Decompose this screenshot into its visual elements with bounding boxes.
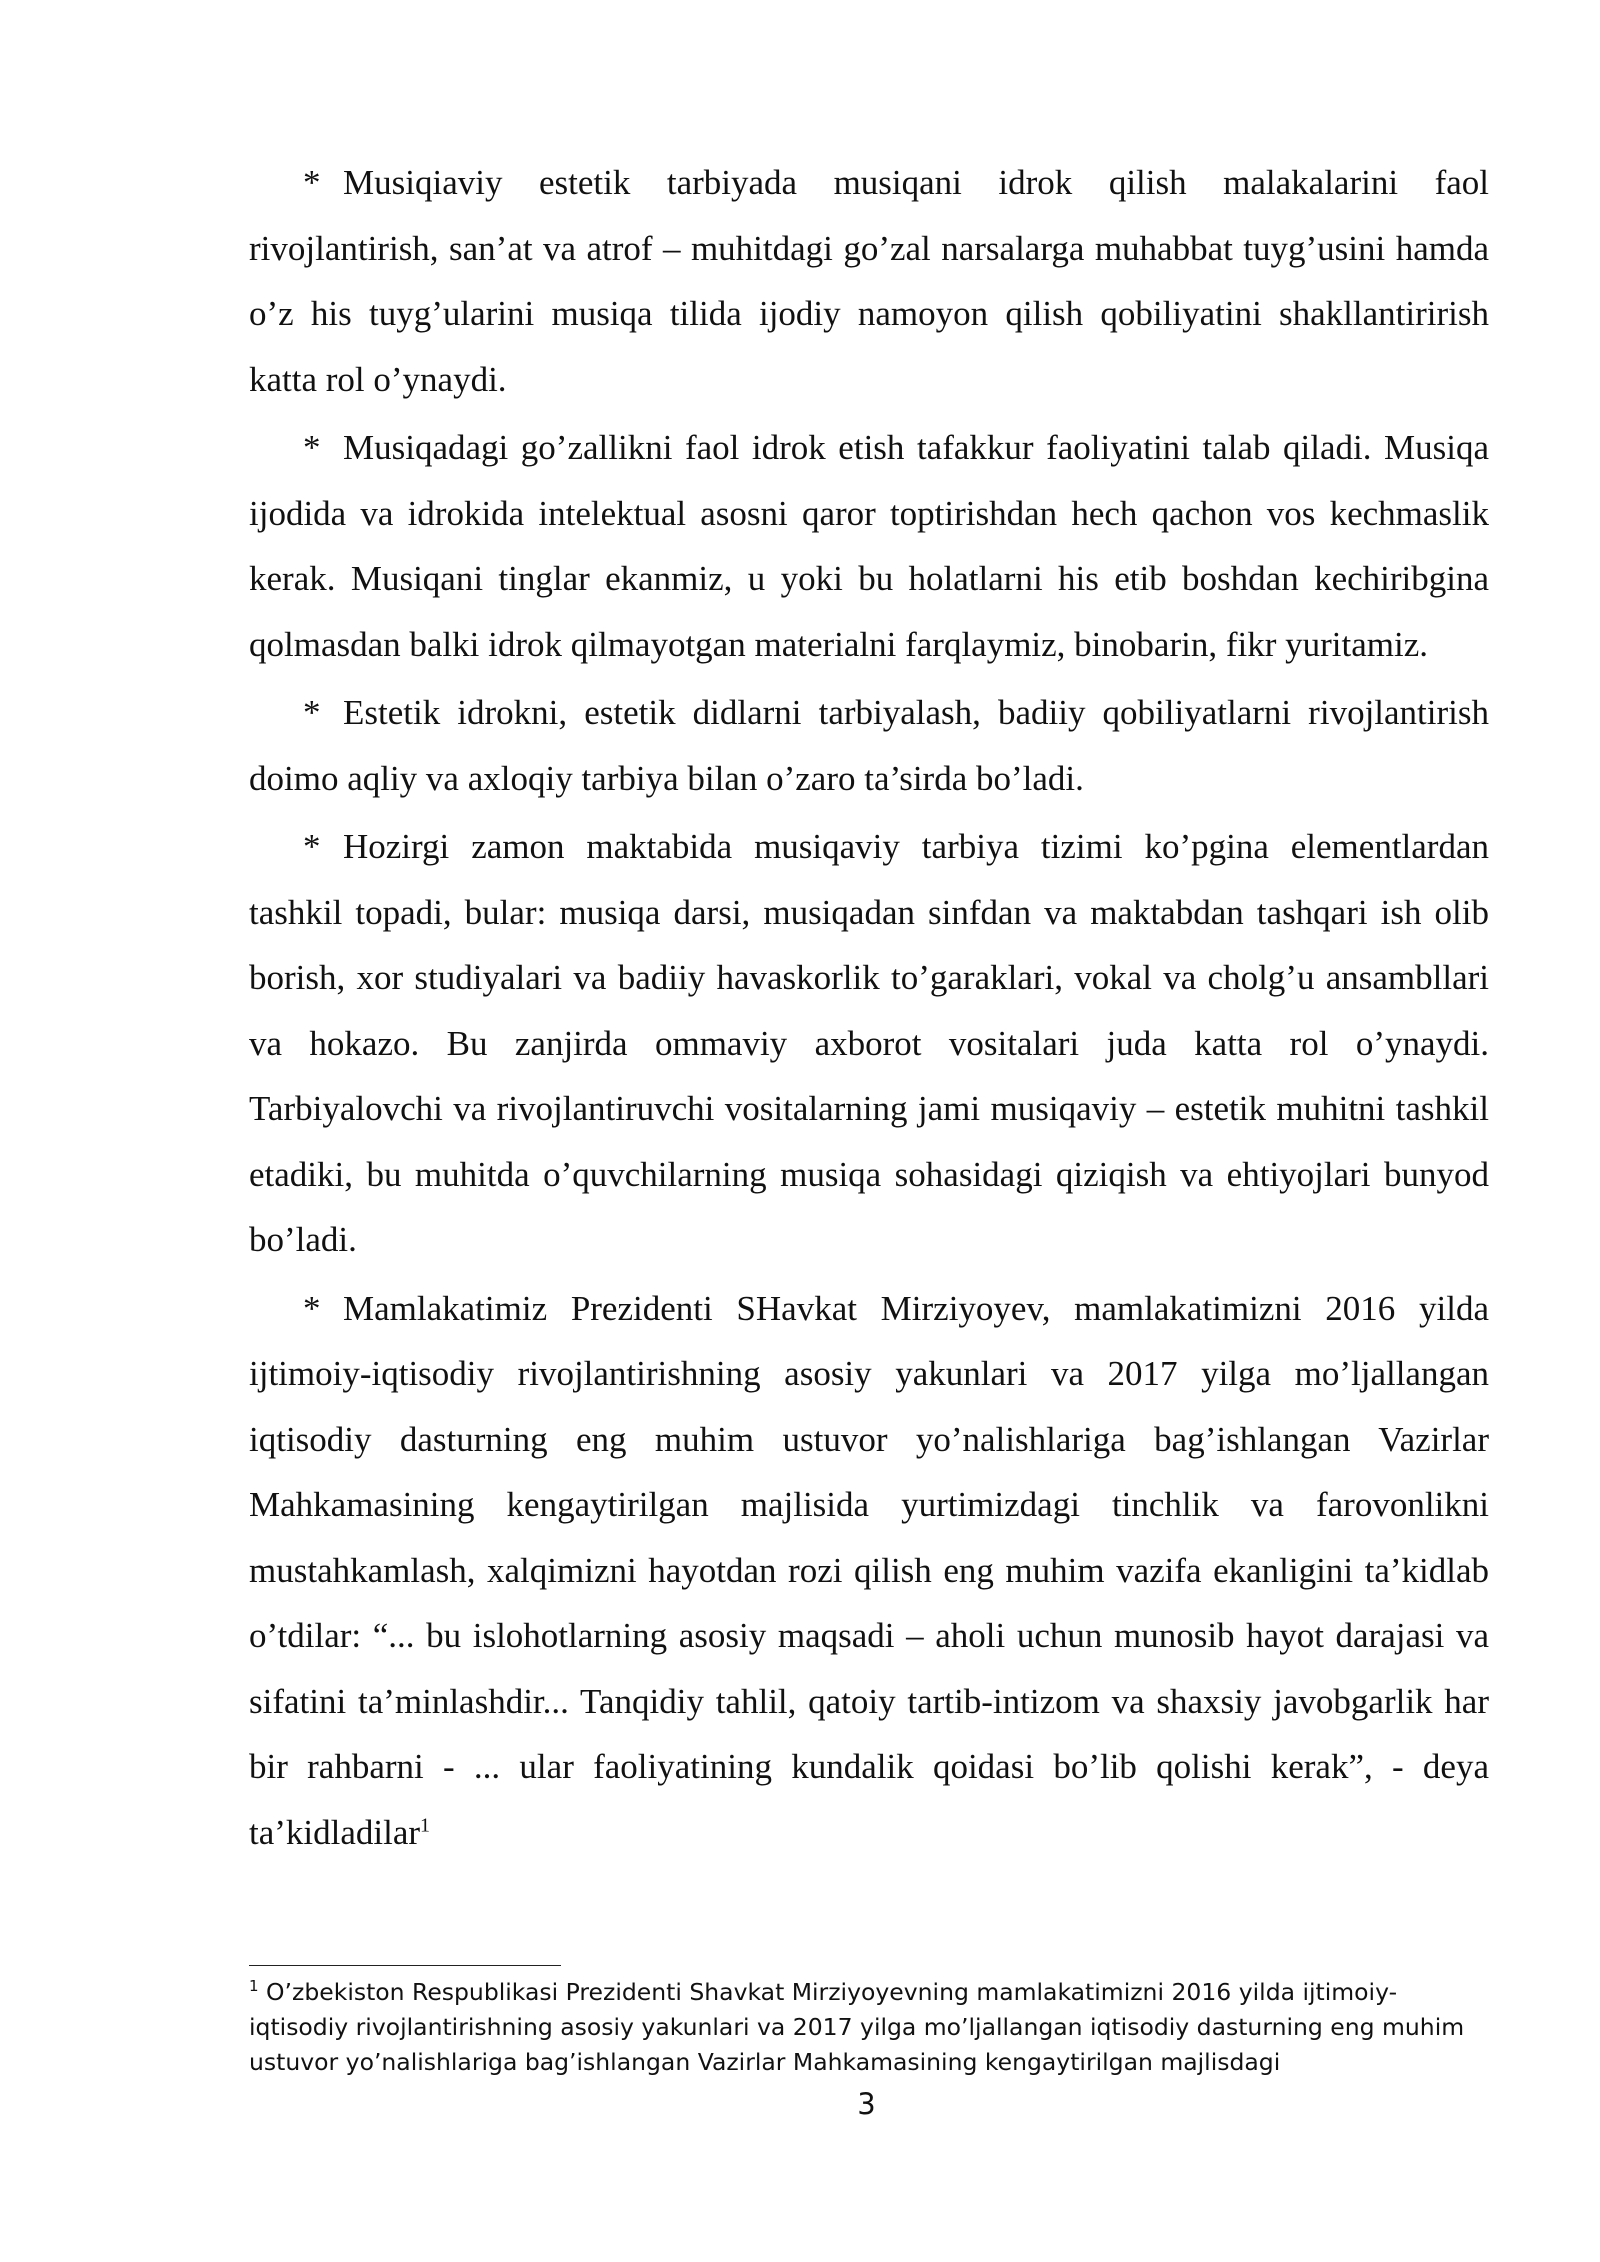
paragraph-3-text: Estetik idrokni, estetik didlarni tarbiyalash, badiiy qobiliyatlarni rivojlantirish doimo aqliy va axloqiy tarbiya bilan o’zaro ta’sirda bo’ladi. <box>249 693 1489 798</box>
paragraph-5-text: Mamlakatimiz Prezidenti SHavkat Mirziyoyev, mamlakatimizni 2016 yilda ijtimoiy-iqtisodiy rivojlantirishning asosiy yakunlari va 2017 yilga mo’ljallangan iqtisodiy dasturning eng muhim ustuvor yo’nalishlariga bag’ishlangan Vazirlar Mahkamasining kengaytirilgan majlisida yurtimizdagi tinchlik va farovonlikni mustahkamlash, xalqimizni hayotdan rozi qilish eng muhim vazifa ekanligini ta’kidlab o’tdilar: “... bu islohotlarning asosiy maqsadi – aholi uchun munosib hayot darajasi va sifatini ta’minlashdir... Tanqidiy tahlil, qatoiy tartib-intizom va shaxsiy javobgarlik har bir rahbarni - ... ular faoliyatining kundalik qoidasi bo’lib qolishi kerak”, - deya ta’kidladilar <box>249 1288 1489 1852</box>
paragraph-5 <box>249 1276 1489 1866</box>
footnote <box>249 1975 1489 2080</box>
footnote-marker: 1 <box>249 1977 259 1996</box>
paragraph-2 <box>249 415 1489 677</box>
footnote-reference[interactable]: 1 <box>420 1813 431 1836</box>
paragraph-3 <box>249 680 1489 811</box>
paragraph-1 <box>249 150 1489 412</box>
paragraph-4 <box>249 814 1489 1273</box>
paragraph-4-text: Hozirgi zamon maktabida musiqaviy tarbiya tizimi ko’pgina elementlardan tashkil topadi, bular: musiqa darsi, musiqadan sinfdan va maktabdan tashqari ish olib borish, xor studiyalari va badiiy havaskorlik to’garaklari, vokal va cholg’u ansambllari va hokazo. Bu zanjirda ommaviy axborot vositalari juda katta rol o’ynaydi. Tarbiyalovchi va rivojlantiruvchi vositalarning jami musiqaviy – estetik muhitni tashkil etadiki, bu muhitda o’quvchilarning musiqa sohasidagi qiziqish va ehtiyojlari bunyod bo’ladi. <box>249 827 1489 1259</box>
paragraph-2-text: Musiqadagi go’zallikni faol idrok etish tafakkur faoliyatini talab qiladi. Musiqa ijodida va idrokida intelektual asosni qaror toptirishdan hech qachon vos kechmaslik kerak. Musiqani tinglar ekanmiz, u yoki bu holatlarni his etib boshdan kechiribgina qolmasdan balki idrok qilmayotgan materialni farqlaymiz, binobarin, fikr yuritamiz. <box>249 428 1489 664</box>
footnote-text: O’zbekiston Respublikasi Prezidenti Shavkat Mirziyoyevning mamlakatimizni 2016 yilda ijtimoiy-iqtisodiy rivojlantirishning asosiy yakunlari va 2017 yilga mo’ljallangan iqtisodiy dasturning eng muhim ustuvor yo’nalishlariga bag’ishlangan Vazirlar Mahkamasining kengaytirilgan majlisdagi <box>249 1978 1465 2076</box>
bullet-marker: * <box>303 428 321 467</box>
page-number: 3 <box>857 2087 876 2121</box>
footnote-separator <box>249 1965 561 1966</box>
bullet-marker: * <box>303 1288 321 1328</box>
bullet-marker: * <box>303 693 321 732</box>
bullet-marker: * <box>303 163 321 202</box>
body-text <box>249 150 1489 1868</box>
paragraph-1-text: Musiqiaviy estetik tarbiyada musiqani idrok qilish malakalarini faol rivojlantirish, san’at va atrof – muhitdagi go’zal narsalarga muhabbat tuyg’usini hamda o’z his tuyg’ularini musiqa tilida ijodiy namoyon qilish qobiliyatini shakllantirirish katta rol o’ynaydi. <box>249 163 1489 399</box>
bullet-marker: * <box>303 827 321 866</box>
